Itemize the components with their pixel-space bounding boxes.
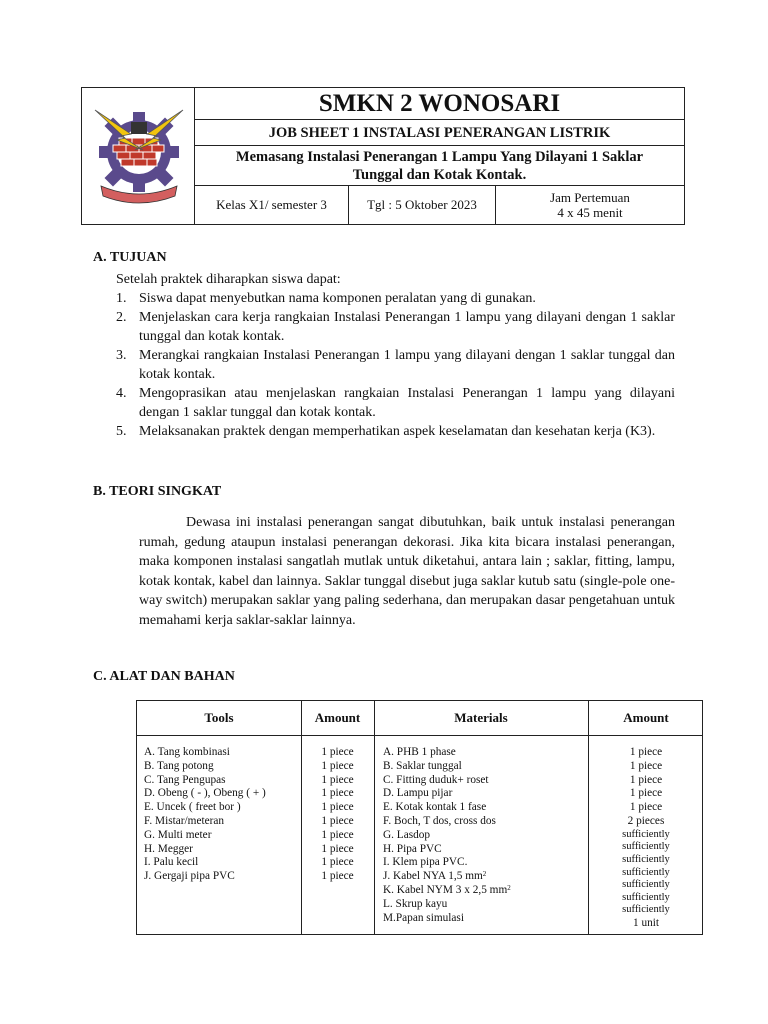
kelas-cell: Kelas X1/ semester 3: [195, 186, 349, 224]
list-item: 4. Mengoprasikan atau menjelaskan rangkaian Instalasi Penerangan 1 lampu yang dilayani dengan 1 saklar tunggal dan kotak kontak.: [116, 386, 675, 420]
tool-amounts-list: [301, 746, 374, 884]
tools-list: [144, 746, 299, 884]
jam-label: Jam Pertemuan: [550, 190, 630, 205]
table-cell: sufficiently: [622, 879, 670, 891]
material-amounts-list: [588, 746, 704, 931]
table-row: F. Boch, T dos, cross dos: [383, 814, 496, 827]
subject-line-2: Tunggal dan Kotak Kontak.: [352, 167, 527, 183]
jam-cell: [496, 186, 684, 224]
table-row: I. Palu kecil: [144, 856, 199, 869]
table-row: G. Lasdop: [383, 828, 431, 841]
table-row: E. Uncek ( freet bor ): [144, 801, 241, 814]
table-cell: 1 piece: [629, 759, 663, 772]
school-emblem-icon: [91, 102, 187, 210]
list-item: 3. Merangkai rangkaian Instalasi Penerangan 1 lampu yang dilayani dengan 1 saklar tunggal dan kotak kontak.: [116, 348, 675, 382]
table-cell: 1 piece: [321, 856, 354, 869]
table-cell: sufficiently: [622, 904, 670, 916]
table-row: J. Kabel NYA 1,5 $mm^2$: [383, 870, 487, 883]
table-cell: sufficiently: [622, 828, 670, 840]
table-row: B. Tang potong: [144, 759, 214, 772]
subject-line-1: Memasang Instalasi Penerangan 1 Lampu Yang Dilayani 1 Saklar: [235, 149, 644, 165]
table-cell: 1 piece: [321, 746, 354, 758]
logo-cell: [82, 88, 195, 224]
superscript: 2: [482, 870, 487, 879]
teori-paragraph: Dewasa ini instalasi penerangan sangat dibutuhkan, baik untuk instalasi penerangan rumah, gedung ataupun instalasi penerangan dekorasi. Jika kita bicara instalasi penerangan, maka komponen instalasi sangatlah mutlak untuk diketahui, antara lain ; saklar, fitting, lampu, kotak kontak, kabel dan lainnya. Saklar tunggal disebut juga saklar kutub satu (single-pole one-way switch) merupakan saklar yang paling sederhana, dan merupakan dasar pengetahuan untuk memahami kerja saklar-saklar lainnya.: [139, 515, 675, 628]
table-cell: 1 piece: [629, 787, 663, 800]
tools-materials-table: [136, 700, 703, 935]
table-cell: sufficiently: [622, 866, 670, 878]
table-cell: sufficiently: [622, 841, 670, 853]
table-cell: sufficiently: [622, 891, 670, 903]
list-item: 1. Siswa dapat menyebutkan nama komponen peralatan yang di gunakan.: [116, 291, 536, 306]
table-row: C. Tang Pengupas: [144, 773, 226, 786]
table-row: D. Lampu pijar: [383, 787, 453, 800]
superscript: 2: [507, 883, 511, 892]
table-cell: 1 piece: [321, 842, 354, 855]
school-name: SMKN 2 WONOSARI: [195, 88, 684, 120]
table-cell: 1 piece: [321, 828, 354, 841]
table-cell: 1 piece: [321, 759, 354, 772]
section-heading-tujuan: A. TUJUAN: [93, 250, 167, 265]
list-item: 2. Menjelaskan cara kerja rangkaian Instalasi Penerangan 1 lampu yang dilayani dengan 1 saklar tunggal dan kotak kontak.: [116, 310, 675, 344]
table-row: M.Papan simulasi: [383, 911, 464, 924]
table-cell: 1 piece: [321, 801, 354, 814]
jam-value: 4 x 45 menit: [557, 205, 623, 220]
table-row: C. Fitting duduk+ roset: [383, 773, 489, 786]
job-sheet-title: JOB SHEET 1 INSTALASI PENERANGAN LISTRIK: [195, 120, 684, 146]
table-row: K. Kabel NYM 3 x 2,5 $mm^2$: [383, 883, 511, 896]
table-cell: sufficiently: [622, 853, 670, 865]
table-row: F. Mistar/meteran: [144, 814, 225, 827]
table-cell: 1 piece: [321, 773, 354, 786]
table-row: I. Klem pipa PVC.: [383, 856, 468, 869]
section-heading-alat: C. ALAT DAN BAHAN: [93, 669, 235, 684]
table-row: E. Kotak kontak 1 fase: [383, 801, 487, 814]
tanggal-cell: Tgl : 5 Oktober 2023: [349, 186, 496, 224]
table-row: G. Multi meter: [144, 828, 212, 841]
header-amount-tools: Amount: [314, 710, 361, 725]
table-cell: 2 pieces: [627, 814, 665, 827]
header-meta-row: [195, 186, 684, 224]
table-cell: 1 piece: [321, 814, 354, 827]
table-row: J. Gergaji pipa PVC: [144, 870, 235, 883]
table-row: L. Skrup kayu: [383, 897, 448, 910]
section-heading-teori: B. TEORI SINGKAT: [93, 484, 222, 499]
header-table: [81, 87, 685, 225]
table-cell: 1 piece: [629, 801, 663, 814]
tujuan-list: [116, 289, 675, 441]
table-cell: 1 piece: [321, 870, 354, 883]
table-cell: 1 piece: [629, 773, 663, 786]
list-item: 5. Melaksanakan praktek dengan memperhatikan aspek keselamatan dan kesehatan kerja (K3).: [116, 424, 656, 439]
table-row: H. Pipa PVC: [383, 842, 442, 855]
table-row: H. Megger: [144, 842, 193, 855]
table-row: D. Obeng ( - ), Obeng ( + ): [144, 787, 266, 800]
materials-list: [383, 746, 585, 925]
table-row: A. PHB 1 phase: [383, 746, 456, 758]
table-cell: 1 piece: [629, 746, 663, 758]
tujuan-intro: Setelah praktek diharapkan siswa dapat:: [116, 272, 341, 287]
table-cell: 1 unit: [632, 916, 660, 929]
table-row: A. Tang kombinasi: [144, 746, 230, 758]
header-materials: Materials: [454, 710, 508, 725]
header-amount-materials: Amount: [623, 710, 669, 725]
table-cell: 1 piece: [321, 787, 354, 800]
job-sheet-subject: [195, 146, 684, 186]
header-tools: Tools: [204, 710, 234, 725]
table-row: B. Saklar tunggal: [383, 759, 462, 772]
